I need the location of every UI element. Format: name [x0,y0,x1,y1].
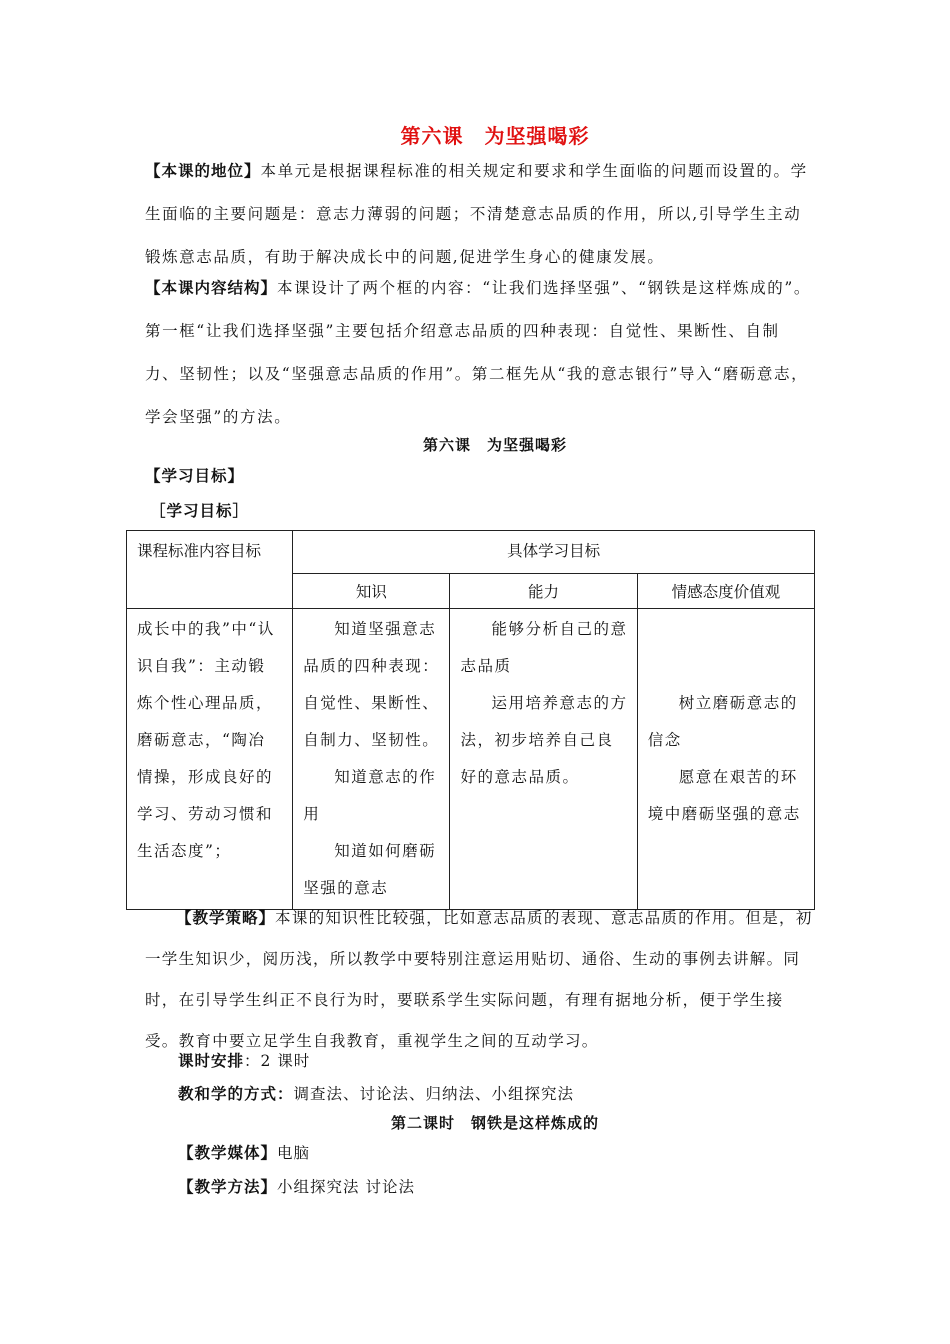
learning-goals-table [126,530,815,910]
goals-subheading: ［学习目标］ [150,501,250,520]
ability-cell [450,609,637,910]
lesson-structure-paragraph [145,267,813,439]
ability-item: 能够分析自己的意志品质 [460,620,628,675]
second-lesson-title: 第二课时 钢铁是这样炼成的 [390,1114,599,1132]
standard-cell: 成长中的我”中“认识自我”：主动锻炼个性心理品质，磨砺意志，“陶冶情操，形成良好的学习、劳动习惯和生活态度”； [127,609,293,910]
header-knowledge: 知识 [293,574,450,609]
knowledge-item: 知道坚强意志品质的四种表现：自觉性、果断性、自制力、坚韧性。 [303,620,440,749]
media-text: 电脑 [277,1144,311,1162]
header-ability: 能力 [450,574,637,609]
media-label: 【教学媒体】 [178,1144,278,1162]
teaching-method-line [178,1175,415,1197]
emotion-cell [637,609,814,910]
schedule-line [178,1049,310,1071]
lesson-structure-text: 本课设计了两个框的内容：“让我们选择坚强”、“钢铁是这样炼成的”。第一框“让我们选择坚强”主要包括介绍意志品质的四种表现：自觉性、果断性、自制力、坚韧性；以及“坚强意志品质的作用”。第二框先从“我的意志银行”导入“磨砺意志，学会坚强”的方法。 [145,279,812,426]
header-standard: 课程标准内容目标 [127,531,293,609]
lesson-position-label: 【本课的地位】 [145,162,261,180]
knowledge-item: 知道如何磨砺坚强的意志 [303,842,437,897]
teaching-strategy-label: 【教学策略】 [176,909,276,927]
emotion-item: 树立磨砺意志的信念 [647,694,798,749]
header-emotion: 情感态度价值观 [637,574,814,609]
methods-text: 调查法、讨论法、归纳法、小组探究法 [293,1085,575,1103]
knowledge-item: 知道意志的作用 [303,768,437,823]
teaching-strategy-paragraph [145,898,813,1062]
lesson-position-paragraph [145,150,813,279]
methods-line [178,1082,574,1104]
lesson-structure-label: 【本课内容结构】 [145,279,278,297]
section-subtitle: 第六课 为坚强喝彩 [422,436,567,454]
teaching-strategy-text: 本课的知识性比较强，比如意志品质的表现、意志品质的作用。但是，初一学生知识少，阅历浅，所以教学中要特别注意运用贴切、通俗、生动的事例去讲解。同时，在引导学生纠正不良行为时，要联系学生实际问题，有理有据地分析，便于学生接受。教育中要立足学生自我教育，重视学生之间的互动学习。 [145,909,813,1050]
emotion-item: 愿意在艰苦的环境中磨砺坚强的意志 [647,768,801,823]
ability-item: 运用培养意志的方法，初步培养自己良好的意志品质。 [460,694,628,786]
page-title: 第六课 为坚强喝彩 [400,124,590,148]
schedule-text: ：2 课时 [244,1052,311,1070]
teaching-method-label: 【教学方法】 [178,1178,278,1196]
media-line [178,1141,310,1163]
lesson-position-text: 本单元是根据课程标准的相关规定和要求和学生面临的问题而设置的。学生面临的主要问题是：意志力薄弱的问题；不清楚意志品质的作用，所以,引导学生主动锻炼意志品质，有助于解决成长中的问题,促进学生身心的健康发展。 [145,162,808,266]
knowledge-cell [293,609,450,910]
header-specific: 具体学习目标 [293,531,815,574]
teaching-method-text: 小组探究法 讨论法 [277,1178,415,1196]
schedule-label: 课时安排 [178,1052,245,1070]
methods-label: 教和学的方式： [178,1085,294,1103]
goals-heading: 【学习目标】 [145,467,245,485]
